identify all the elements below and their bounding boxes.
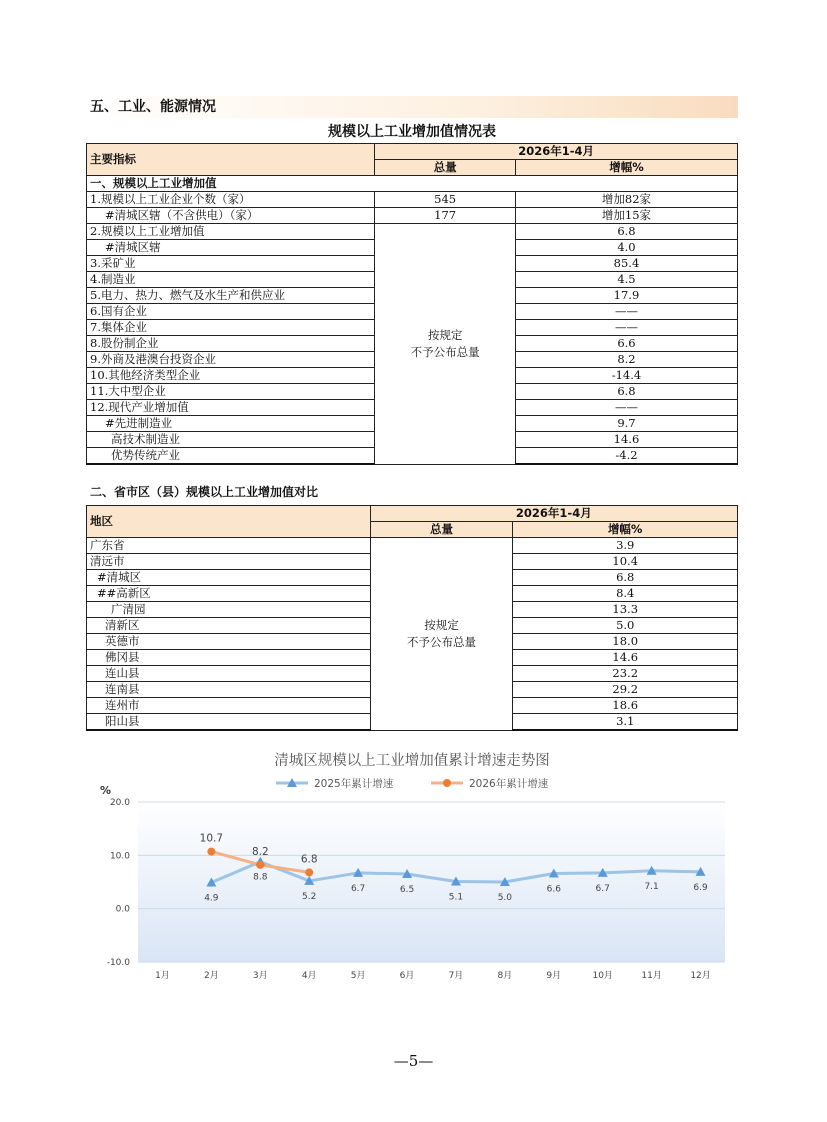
- row-total: 177: [375, 208, 516, 224]
- data-label: 7.1: [644, 881, 659, 892]
- data-label: 5.1: [448, 892, 464, 903]
- row-label: 2.规模以上工业增加值: [87, 224, 375, 240]
- header-indicator: 主要指标: [87, 144, 375, 176]
- data-label: 8.8: [253, 872, 268, 883]
- x-tick-label: 1月: [155, 971, 170, 981]
- table-row: [87, 192, 738, 208]
- x-tick-label: 4月: [301, 971, 317, 981]
- row-label: #清城区: [87, 570, 371, 586]
- section-title: 五、工业、能源情况: [86, 96, 738, 118]
- row-growth: 3.9: [513, 538, 738, 554]
- row-growth: 3.1: [513, 714, 738, 731]
- row-label: 清远市: [87, 554, 371, 570]
- table-row: [87, 224, 738, 240]
- row-growth: -14.4: [515, 368, 737, 384]
- row-growth: -4.2: [515, 448, 737, 465]
- growth-trend-chart: [86, 770, 738, 985]
- row-label: 12.现代产业增加值: [87, 400, 375, 416]
- header-region: 地区: [87, 506, 371, 538]
- section2-title: 二、省市区（县）规模以上工业增加值对比: [90, 485, 319, 499]
- data-point: [256, 861, 264, 869]
- x-tick-label: 7月: [448, 971, 464, 981]
- page-number: —5—: [393, 1052, 434, 1070]
- chart-title: 清城区规模以上工业增加值累计增速走势图: [274, 753, 550, 769]
- row-label: 11.大中型企业: [87, 384, 375, 400]
- data-label: 5.0: [497, 893, 513, 903]
- data-label: 6.7: [350, 883, 366, 894]
- row-growth: 14.6: [513, 650, 738, 666]
- row-label: 广清园: [87, 602, 371, 618]
- row-growth: 增加15家: [515, 208, 737, 224]
- row-growth: 6.8: [515, 384, 737, 400]
- y-tick-label: 10.0: [109, 851, 130, 862]
- x-tick-label: 12月: [690, 971, 711, 981]
- row-growth: 18.6: [513, 698, 738, 714]
- row-growth: 17.9: [515, 288, 737, 304]
- y-axis-label: %: [100, 784, 112, 797]
- legend-label: 2025年累计增速: [314, 778, 394, 790]
- row-label: 高技术制造业: [87, 432, 375, 448]
- row-label: 阳山县: [87, 714, 371, 731]
- row-growth: 9.7: [515, 416, 737, 432]
- row-label: 3.采矿业: [87, 256, 375, 272]
- header-total: 总量: [370, 522, 513, 538]
- merged-note: [370, 538, 513, 731]
- merged-note: [375, 224, 516, 465]
- header-growth: 增幅%: [513, 522, 738, 538]
- x-tick-label: 6月: [399, 971, 415, 981]
- header-period: 2026年1-4月: [370, 506, 737, 522]
- data-label: 6.5: [399, 885, 415, 895]
- row-growth: 6.8: [515, 224, 737, 240]
- header-growth: 增幅%: [515, 160, 737, 176]
- row-growth: 85.4: [515, 256, 737, 272]
- row-label: ##高新区: [87, 586, 371, 602]
- row-label: #先进制造业: [87, 416, 375, 432]
- table1-title: 规模以上工业增加值情况表: [328, 124, 496, 140]
- row-growth: ——: [515, 304, 737, 320]
- row-growth: 5.0: [513, 618, 738, 634]
- data-label: 6.9: [693, 882, 708, 893]
- x-tick-label: 9月: [546, 971, 562, 981]
- legend-label: 2026年累计增速: [469, 778, 549, 790]
- data-label: 4.9: [204, 893, 219, 904]
- merged-note-line2: 不予公布总量: [407, 634, 477, 649]
- y-tick-label: 0.0: [115, 904, 130, 915]
- row-label: 5.电力、热力、燃气及水生产和供应业: [87, 288, 375, 304]
- plot-area: [138, 802, 725, 962]
- merged-note-line2: 不予公布总量: [410, 344, 480, 359]
- row-growth: 4.0: [515, 240, 737, 256]
- y-tick-label: -10.0: [106, 958, 130, 968]
- row-label: #清城区辖: [87, 240, 375, 256]
- data-label: 5.2: [302, 891, 317, 902]
- row-growth: 8.4: [513, 586, 738, 602]
- table-row: [87, 208, 738, 224]
- row-label: 广东省: [87, 538, 371, 554]
- row-growth: ——: [515, 400, 737, 416]
- row-label: 7.集体企业: [87, 320, 375, 336]
- row-label: #清城区辖（不含供电）（家）: [87, 208, 375, 224]
- industrial-value-table: [86, 143, 738, 465]
- region-comparison-table: [86, 505, 738, 731]
- header-total: 总量: [375, 160, 516, 176]
- row-growth: 10.4: [513, 554, 738, 570]
- row-label: 10.其他经济类型企业: [87, 368, 375, 384]
- x-tick-label: 8月: [497, 971, 513, 981]
- data-label: 6.8: [300, 853, 318, 866]
- row-total: 545: [375, 192, 516, 208]
- row-label: 6.国有企业: [87, 304, 375, 320]
- row-label: 8.股份制企业: [87, 336, 375, 352]
- header-period: 2026年1-4月: [375, 144, 738, 160]
- row-label: 9.外商及港澳台投资企业: [87, 352, 375, 368]
- merged-note-line1: 按规定: [424, 617, 459, 632]
- x-tick-label: 11月: [641, 971, 662, 981]
- legend-marker: [443, 779, 451, 787]
- row-growth: 增加82家: [515, 192, 737, 208]
- data-point: [207, 848, 215, 856]
- row-growth: 13.3: [513, 602, 738, 618]
- row-label: 连山县: [87, 666, 371, 682]
- row-label: 优势传统产业: [87, 448, 375, 465]
- x-tick-label: 10月: [592, 971, 613, 981]
- row-label: 佛冈县: [87, 650, 371, 666]
- row-label: 连南县: [87, 682, 371, 698]
- row-growth: 14.6: [515, 432, 737, 448]
- row-growth: 29.2: [513, 682, 738, 698]
- row-label: 清新区: [87, 618, 371, 634]
- table-row: [87, 538, 738, 554]
- merged-note-line1: 按规定: [427, 327, 463, 342]
- row-label: 英德市: [87, 634, 371, 650]
- section-row: 一、规模以上工业增加值: [87, 176, 738, 192]
- data-point: [305, 868, 313, 876]
- row-label: 连州市: [87, 698, 371, 714]
- y-tick-label: 20.0: [109, 798, 130, 808]
- row-label: 1.规模以上工业企业个数（家）: [87, 192, 375, 208]
- data-label: 6.6: [546, 884, 561, 895]
- row-label: 4.制造业: [87, 272, 375, 288]
- row-growth: 6.8: [513, 570, 738, 586]
- row-growth: 8.2: [515, 352, 737, 368]
- row-growth: 23.2: [513, 666, 738, 682]
- x-tick-label: 5月: [350, 971, 366, 981]
- row-growth: 4.5: [515, 272, 737, 288]
- data-label: 8.2: [251, 845, 269, 858]
- x-tick-label: 3月: [252, 971, 268, 981]
- data-label: 10.7: [199, 832, 224, 845]
- row-growth: 18.0: [513, 634, 738, 650]
- row-growth: ——: [515, 320, 737, 336]
- x-tick-label: 2月: [204, 971, 219, 981]
- data-label: 6.7: [595, 883, 610, 894]
- row-growth: 6.6: [515, 336, 737, 352]
